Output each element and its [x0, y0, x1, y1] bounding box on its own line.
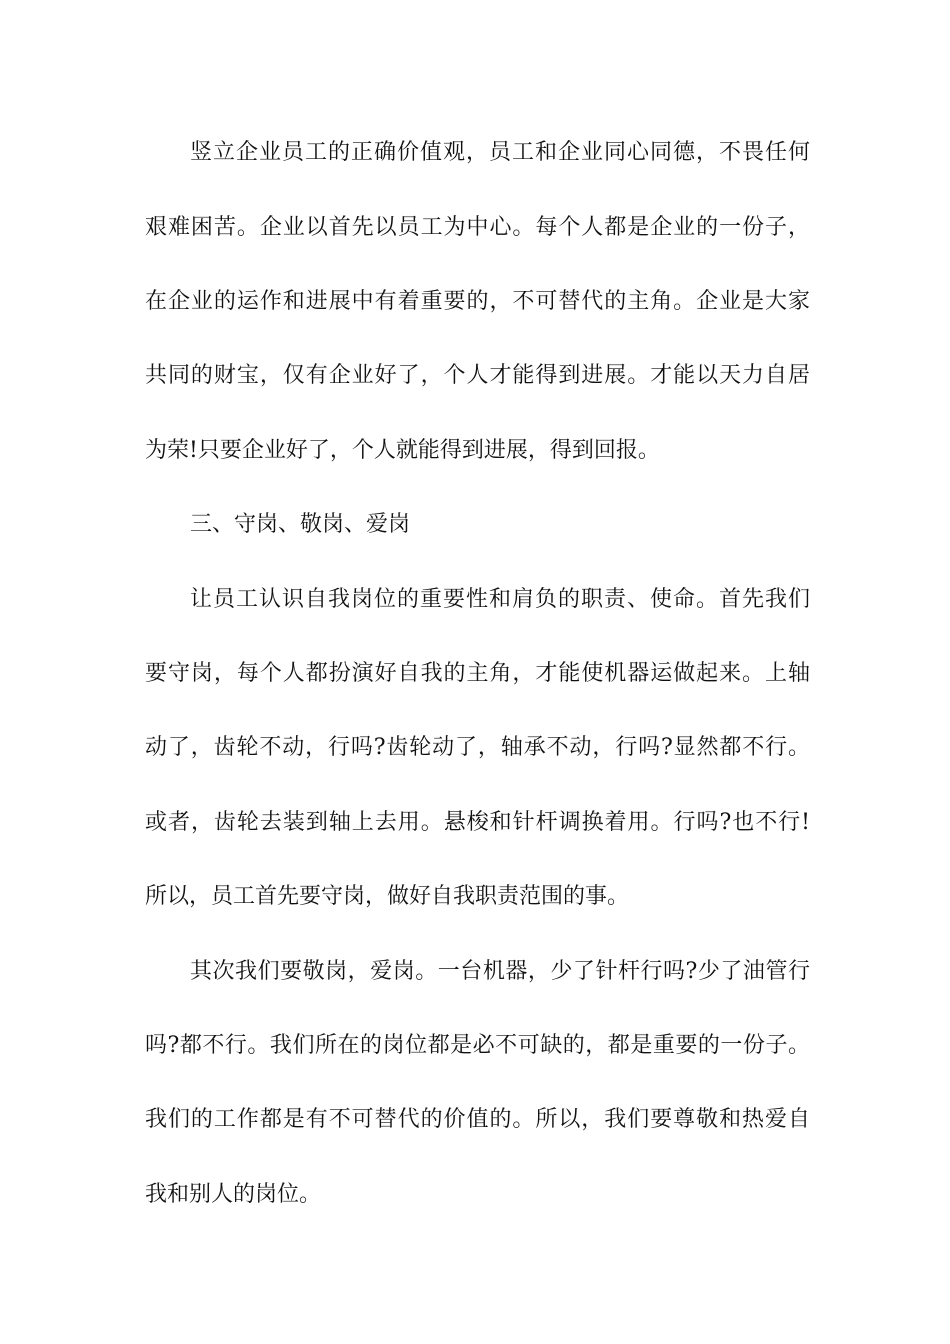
paragraph-1-line-1: 竖立企业员工的正确价值观，员工和企业同心同德，不畏任何 — [190, 140, 810, 165]
paragraph-3-line-2: 吗?都不行。我们所在的岗位都是必不可缺的，都是重要的一份子。 — [145, 1033, 810, 1058]
paragraph-2-line-4: 或者，齿轮去装到轴上去用。悬梭和针杆调换着用。行吗?也不行! — [145, 810, 810, 835]
section-heading: 三、守岗、敬岗、爱岗 — [190, 512, 411, 537]
paragraph-1-line-4: 共同的财宝，仅有企业好了，个人才能得到进展。才能以天力自居 — [145, 363, 810, 388]
paragraph-1-line-2: 艰难困苦。企业以首先以员工为中心。每个人都是企业的一份子， — [145, 215, 810, 240]
paragraph-2-line-5: 所以，员工首先要守岗，做好自我职责范围的事。 — [145, 884, 630, 909]
paragraph-2-line-2: 要守岗，每个人都扮演好自我的主角，才能使机器运做起来。上轴 — [145, 661, 810, 686]
paragraph-3-line-3: 我们的工作都是有不可替代的价值的。所以，我们要尊敬和热爱自 — [145, 1107, 810, 1132]
paragraph-3-line-4: 我和别人的岗位。 — [145, 1182, 322, 1207]
paragraph-1-line-5: 为荣!只要企业好了，个人就能得到进展，得到回报。 — [145, 438, 660, 463]
paragraph-2-line-3: 动了，齿轮不动，行吗?齿轮动了，轴承不动，行吗?显然都不行。 — [145, 735, 810, 760]
paragraph-1-line-3: 在企业的运作和进展中有着重要的，不可替代的主角。企业是大家 — [145, 289, 810, 314]
paragraph-2-line-1: 让员工认识自我岗位的重要性和肩负的职责、使命。首先我们 — [190, 587, 810, 612]
paragraph-3-line-1: 其次我们要敬岗，爱岗。一台机器，少了针杆行吗?少了油管行 — [190, 959, 810, 984]
